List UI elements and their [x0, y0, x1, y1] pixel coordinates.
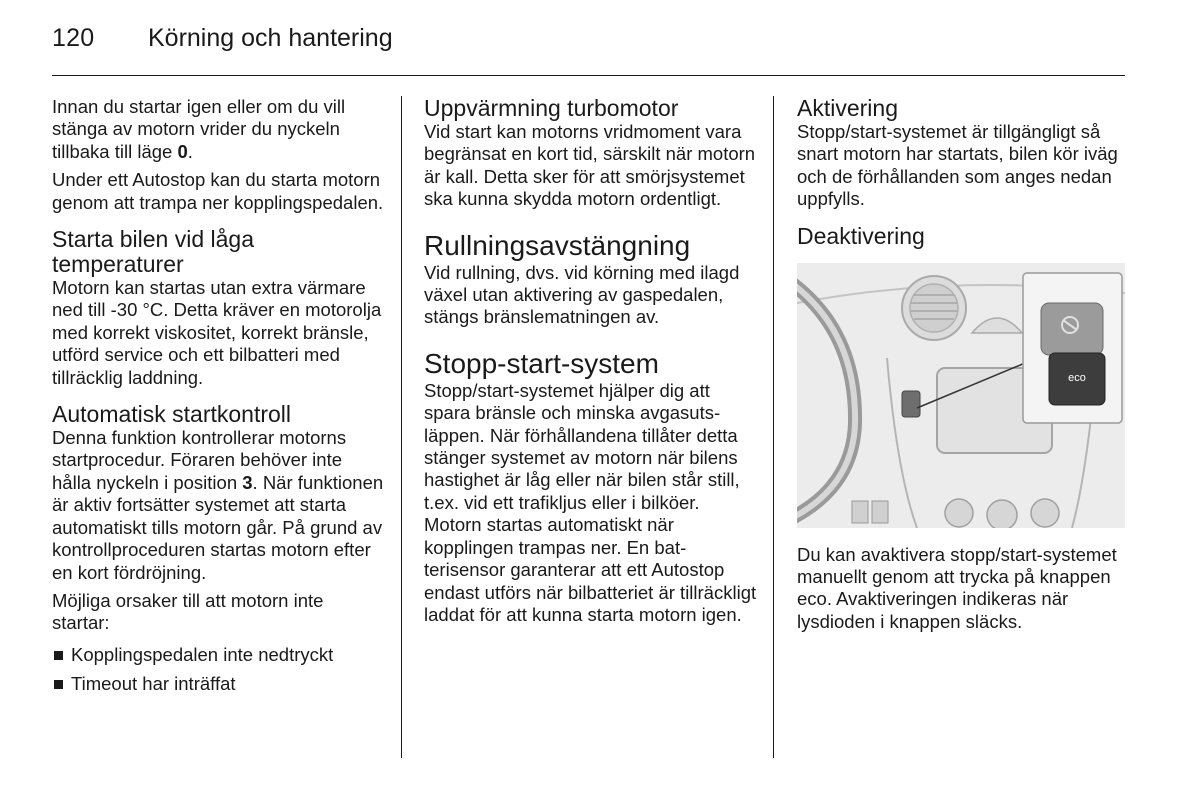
page-number: 120 — [52, 24, 95, 52]
dashboard-eco-button-illustration — [797, 263, 1125, 528]
column-divider-1 — [401, 96, 402, 758]
chapter-title: Körning och hantering — [148, 24, 393, 52]
heading-deactivation: Deaktivering — [797, 222, 925, 249]
list-item: Timeout har inträffat — [52, 673, 384, 695]
heading-turbo-warmup: Uppvärmning turbomotor — [424, 95, 679, 121]
bullet-square-icon — [54, 651, 63, 660]
paragraph-automatic-start-control: Denna funktion kontrollerar motorns startprocedur. Föraren behöver inte hålla nyckeln i position 3. När funktionen är aktiv fortsätter systemet att starta automatiskt tills motorn går. På grund av kontrollproceduren startas motorn efter en kort fördröjning. — [52, 427, 384, 583]
heading-rolling-shutoff: Rullningsavstängning — [424, 229, 691, 261]
column-3 — [797, 96, 1129, 633]
paragraph-low-temperatures: Motorn kan startas utan extra värmare ned till -30 °C. Detta kräver en motorolja med korrekt viskositet, korrekt bränsle, utförd service och ett bilbatteri med tillräcklig laddning. — [52, 277, 382, 388]
paragraph-restart: Innan du startar igen eller om du vill stänga av motorn vrider du nyckeln tillbaka till läge 0. — [52, 96, 346, 162]
heading-low-temperatures: Starta bilen vid låga temperaturer — [52, 226, 255, 278]
column-divider-2 — [773, 96, 774, 758]
paragraph-activation: Stopp/start-systemet är tillgängligt så snart motorn har startats, bilen kör iväg och de förhållanden som anges nedan uppfylls. — [797, 121, 1118, 210]
dashboard-drawing — [797, 263, 1125, 528]
paragraph-autostop: Under ett Autostop kan du starta motorn genom att trampa ner kopplingspedalen. — [52, 169, 384, 213]
reasons-list — [52, 644, 384, 696]
heading-automatic-start-control: Automatisk startkontroll — [52, 401, 292, 428]
column-1 — [52, 96, 384, 703]
list-item: Kopplingspedalen inte nedtryckt — [52, 644, 384, 666]
heading-activation: Aktivering — [797, 95, 898, 121]
column-2 — [424, 96, 757, 626]
heading-stop-start-system: Stopp-start-system — [424, 347, 659, 379]
paragraph-deactivation: Du kan avaktivera stopp/start-systemet manuellt genom att trycka på knappen eco. Avaktiveringen indikeras när lysdioden i knappen släcks. — [797, 543, 1117, 632]
paragraph-rolling-shutoff: Vid rullning, dvs. vid körning med ilagd växel utan aktivering av gaspedalen, stängs bränslematningen av. — [424, 261, 740, 328]
paragraph-turbo-warmup: Vid start kan motorns vridmoment vara begränsat en kort tid, särskilt när motorn är kall. Detta sker för att smörjsystemet ska kunna skydda motorn ordentligt. — [424, 121, 756, 210]
paragraph-stop-start-system: Stopp/start-systemet hjälper dig att spara bränsle och minska avgasutsläppen. När förhållandena tillåter detta stänger systemet av motorn när bilens hastighet är låg eller när bilen står still, t.ex. vid ett trafikljus eller i bilköer. Motorn startas automatiskt när kopplingen trampas ner. En batterisensor garanterar att ett Autostop endast utförs när bilbatteriet är tillräckligt laddat för att kunna starta motorn igen. — [424, 379, 757, 625]
bullet-square-icon — [54, 680, 63, 689]
eco-button-label: eco — [1068, 371, 1086, 384]
paragraph-possible-reasons: Möjliga orsaker till att motorn inte startar: — [52, 589, 324, 634]
header-rule — [52, 75, 1125, 76]
